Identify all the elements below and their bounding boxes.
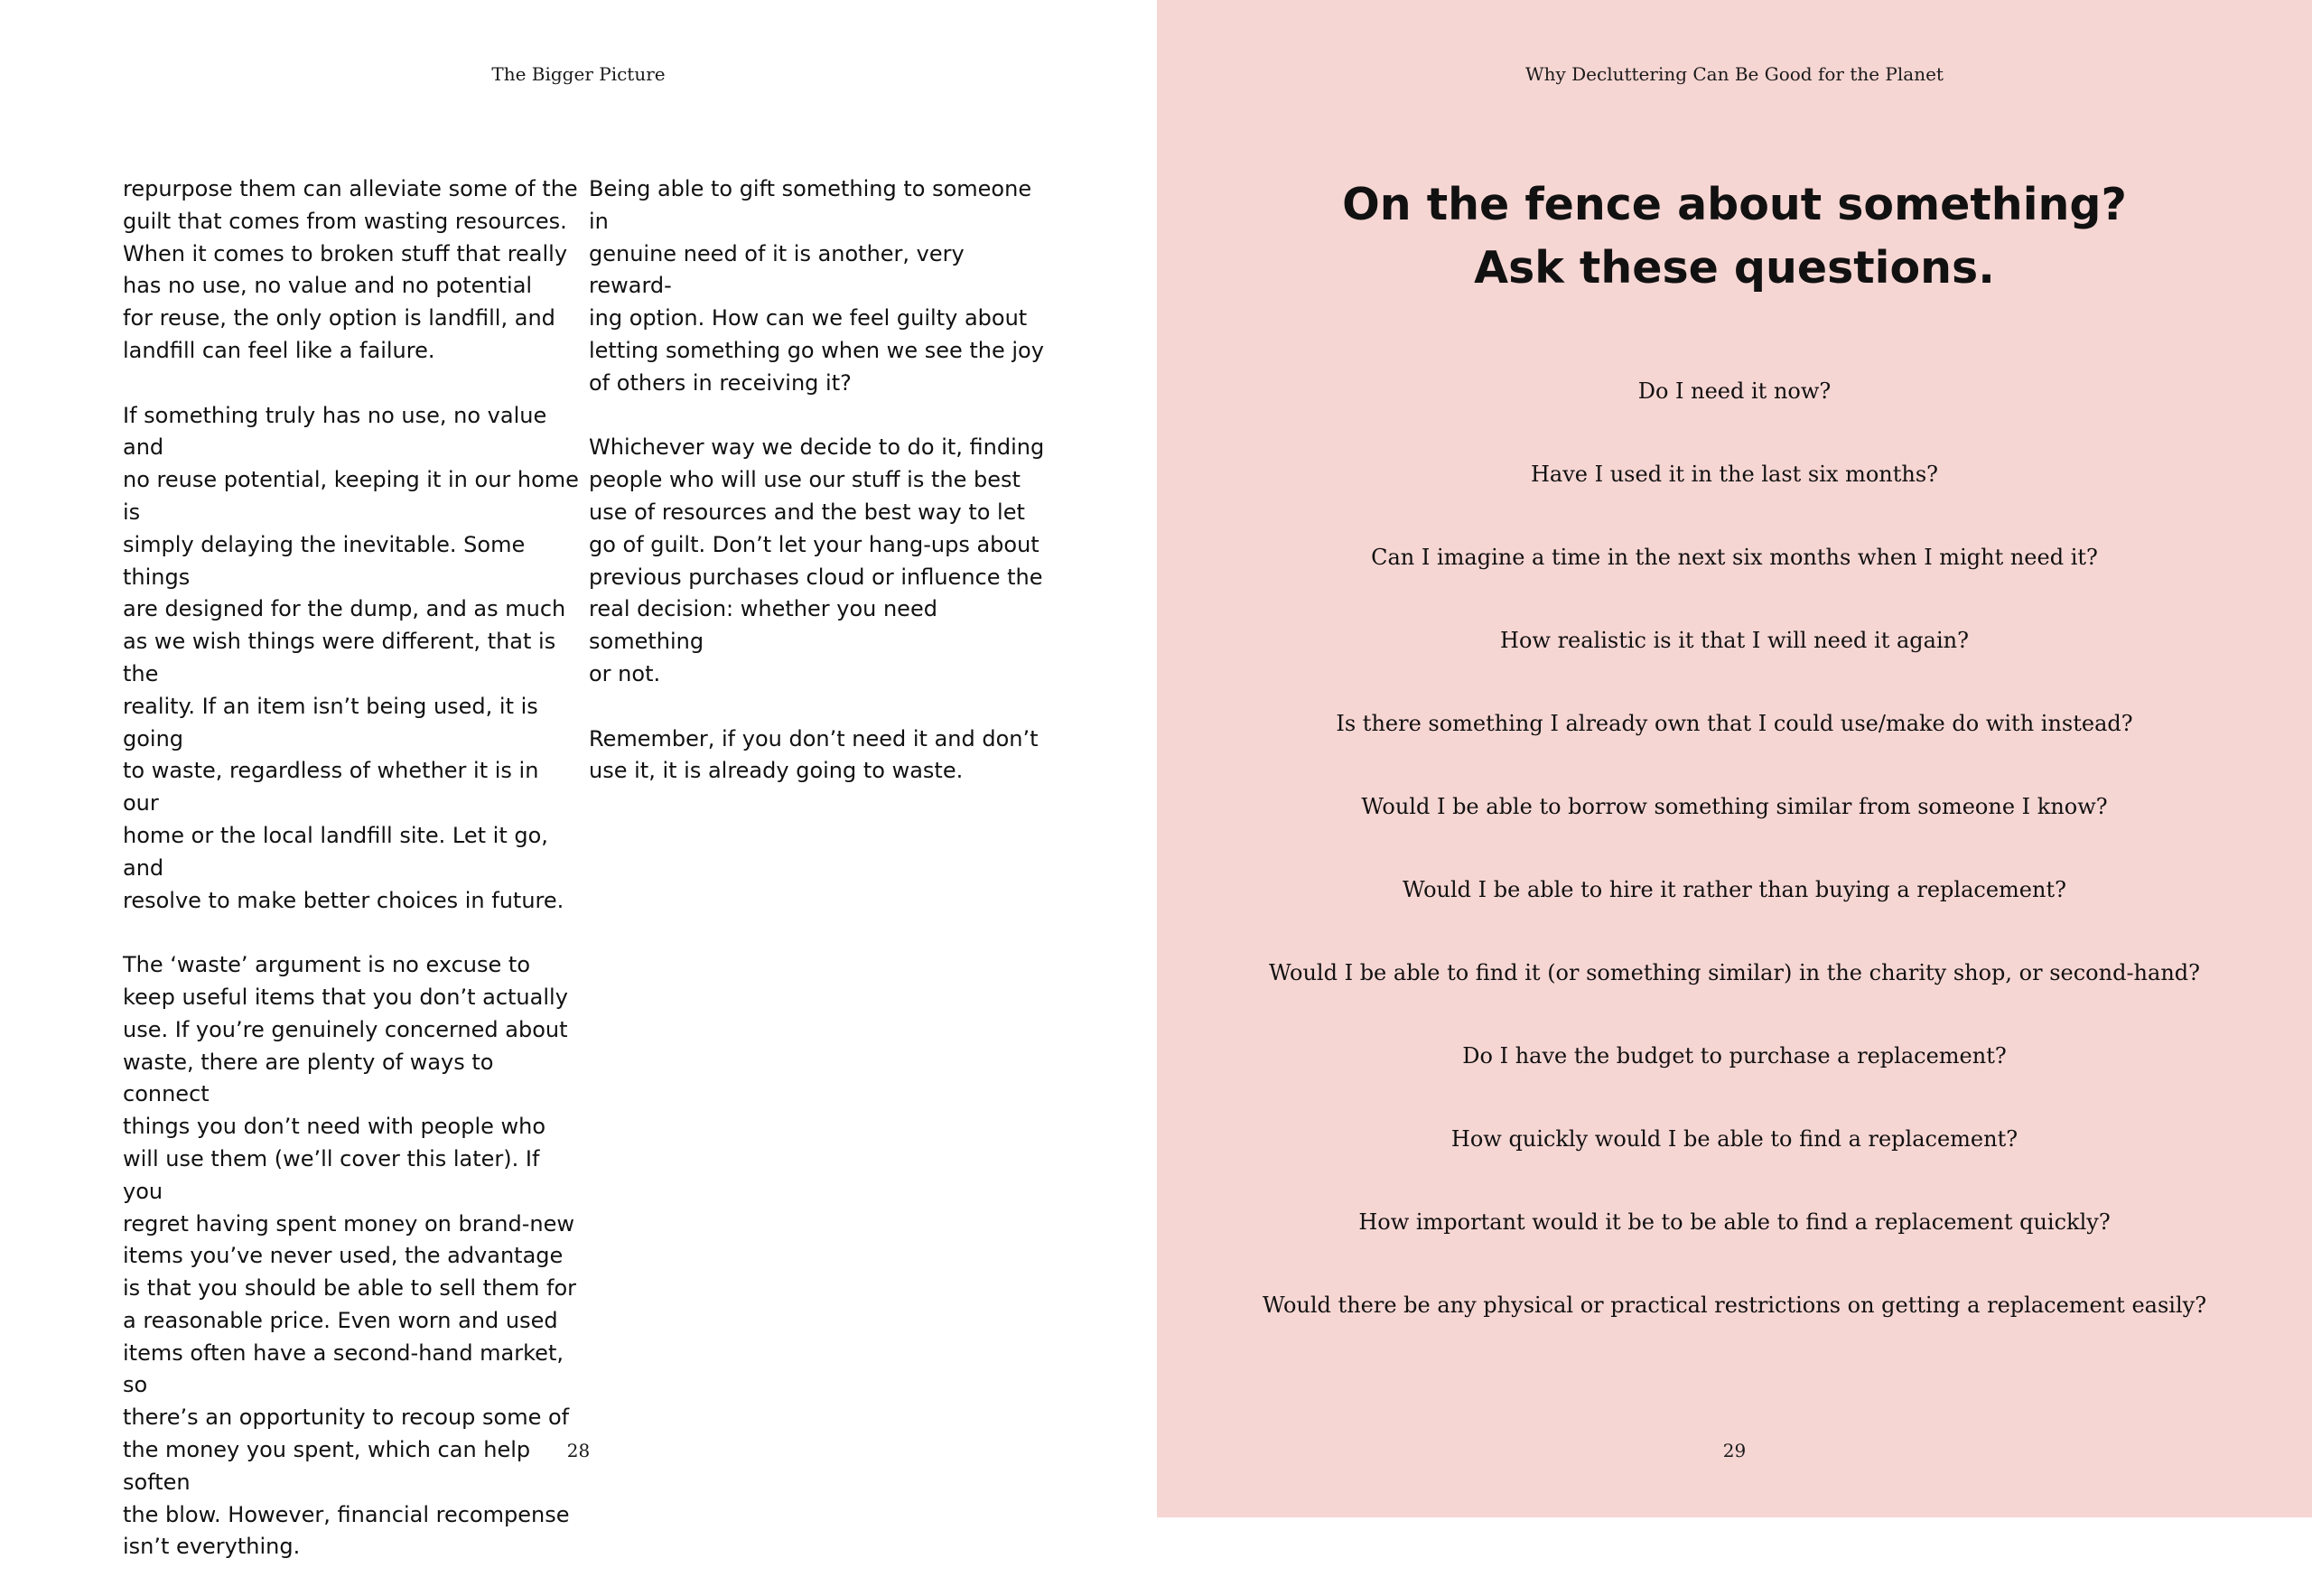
- left-page: [0, 0, 1157, 1560]
- question-item: Is there something I already own that I could use/make do with instead?: [1336, 711, 2133, 736]
- question-item: Would there be any physical or practical restrictions on getting a replacement easily?: [1262, 1293, 2207, 1318]
- question-item: Would I be able to borrow something similar from someone I know?: [1361, 794, 2108, 819]
- question-list: [1157, 370, 2312, 1367]
- paragraph: Remember, if you don’t need it and don’t use it, it is already going to waste.: [589, 725, 1039, 784]
- page-number-right: 29: [1722, 1440, 1747, 1461]
- paragraph: repurpose them can alleviate some of the guilt that comes from wasting resources. When it comes to broken stuff that really has no use, no value and no potential for reuse, the only option is landfill, and landfill can feel like a failure.: [123, 176, 578, 363]
- question-item: How realistic is it that I will need it again?: [1500, 628, 1969, 653]
- text-column-2: [589, 173, 1049, 820]
- question-item: How quickly would I be able to find a replacement?: [1450, 1126, 2018, 1152]
- paragraph: If something truly has no use, no value and no reuse potential, keeping it in our home is simply delaying the inevitable. Some things are designed for the dump, and as much as we wish things were different, that is the reality. If an item isn’t being used, it is going to waste, regardless of whether it is in our home or the local landfill site. Let it go, and resolve to make better choices in future.: [123, 402, 579, 913]
- question-item: Have I used it in the last six months?: [1530, 462, 1939, 487]
- running-head-left: The Bigger Picture: [491, 63, 666, 85]
- running-head-right: Why Decluttering Can Be Good for the Planet: [1525, 63, 1944, 85]
- question-item: Would I be able to find it (or something similar) in the charity shop, or second-hand?: [1268, 960, 2201, 985]
- question-item: How important would it be to be able to find a replacement quickly?: [1358, 1209, 2111, 1235]
- question-item: Do I have the budget to purchase a replacement?: [1462, 1043, 2007, 1069]
- page-number-left: 28: [566, 1440, 591, 1461]
- paragraph: Being able to gift something to someone in genuine need of it is another, very reward- ing option. How can we feel guilty about letting something go when we see the joy of others in receiving it?: [589, 176, 1044, 396]
- text-column-1: [123, 173, 579, 1596]
- paragraph: Whichever way we decide to do it, finding people who will use our stuff is the best use of resources and the best way to let go of guilt. Don’t let your hang-ups about previous purchases cloud or influence the real decision: whether you need something or not.: [589, 434, 1045, 686]
- question-item: Can I imagine a time in the next six months when I might need it?: [1371, 545, 2098, 570]
- paragraph: The ‘waste’ argument is no excuse to keep useful items that you don’t actually use. If you’re genuinely concerned about waste, there are plenty of ways to connect things you don’t need with people who will use them (we’ll cover this later). If you regret having spent money on brand-new items you’ve never used, the advantage is that you should be able to sell them for a reasonable price. Even worn and used items often have a second-hand market, so there’s an opportunity to recoup some of the money you spent, which can help soften the blow. However, financial recompense isn’t everything.: [123, 952, 577, 1560]
- question-item: Do I need it now?: [1637, 378, 1832, 404]
- right-page: [1157, 0, 2312, 1517]
- questions-heading: On the fence about something? Ask these questions.: [1342, 179, 2127, 294]
- question-item: Would I be able to hire it rather than buying a replacement?: [1403, 877, 2066, 902]
